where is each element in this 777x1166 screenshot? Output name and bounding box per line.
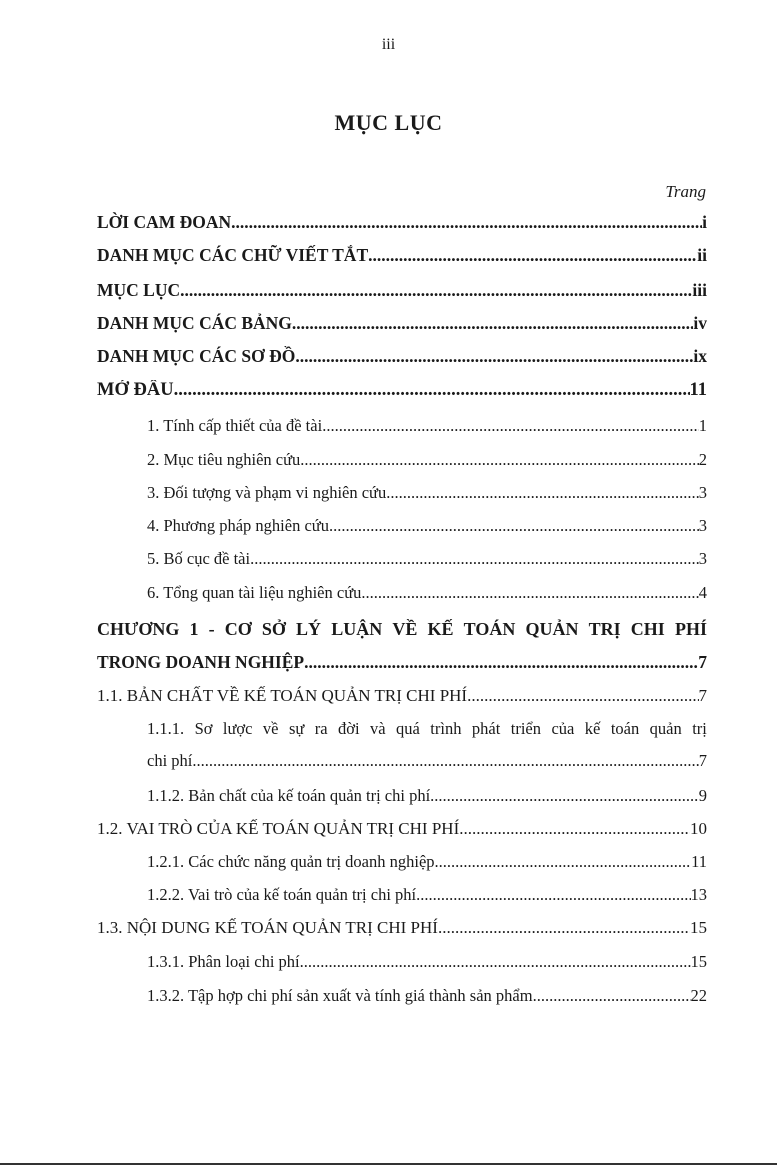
toc-entry-section[interactable] <box>97 819 707 839</box>
toc-entry-title: DANH MỤC CÁC CHỮ VIẾT TẮT <box>97 245 369 265</box>
toc-entry-page: 9 <box>698 786 707 805</box>
chapter-word: TOÁN <box>463 619 516 639</box>
toc-entry-page: ii <box>697 245 707 265</box>
dot-leader <box>304 652 698 673</box>
subsection-word: quá <box>396 719 420 738</box>
toc-entry-subsection-line-2[interactable] <box>147 751 707 771</box>
subsection-word: quản <box>649 719 682 738</box>
toc-entry-page: 4 <box>698 583 707 602</box>
dot-leader <box>430 786 699 806</box>
chapter-word: LÝ <box>296 619 322 639</box>
toc-entry-page: 7 <box>698 751 707 770</box>
toc-entry-title: 2. Mục tiêu nghiên cứu <box>147 450 301 469</box>
dot-leader <box>329 516 699 536</box>
dot-leader <box>250 549 699 569</box>
toc-entry-title: MỞ ĐẦU <box>97 380 174 400</box>
subsection-word: sự <box>288 719 305 738</box>
chapter-word: SỞ <box>261 619 286 639</box>
toc-entry-page: 3 <box>698 483 707 502</box>
toc-entry-page: 11 <box>691 852 707 871</box>
toc-entry-title: LỜI CAM ĐOAN <box>97 212 232 232</box>
toc-entry-title: 6. Tổng quan tài liệu nghiên cứu <box>147 583 362 602</box>
page-number: iii <box>381 36 396 53</box>
toc-entry-title: 1.2. VAI TRÒ CỦA KẾ TOÁN QUẢN TRỊ CHI PHÍ <box>97 819 460 838</box>
chapter-word: CƠ <box>224 619 252 639</box>
toc-entry-title: 1.2.1. Các chức năng quản trị doanh nghiệp <box>147 852 435 871</box>
toc-entry-title: 1.2.2. Vai trò của kế toán quản trị chi phí <box>147 885 417 904</box>
chapter-word: CHƯƠNG <box>97 619 180 639</box>
subsection-word: về <box>262 719 279 738</box>
subsection-word: lược <box>222 719 253 738</box>
chapter-word: - <box>208 619 215 639</box>
toc-entry-section[interactable] <box>97 686 707 706</box>
dot-leader <box>180 280 692 301</box>
page-bottom-rule <box>0 1163 777 1165</box>
chapter-word: CHI <box>630 619 665 639</box>
dot-leader <box>435 852 692 872</box>
toc-entry-intro[interactable] <box>147 583 707 603</box>
dot-leader <box>416 885 690 905</box>
toc-entry-intro[interactable] <box>147 549 707 569</box>
dot-leader <box>361 583 698 603</box>
toc-entry-subsection[interactable] <box>147 885 707 905</box>
toc-entry-page: 22 <box>690 986 707 1005</box>
toc-entry-page: 15 <box>690 952 707 971</box>
toc-entry-page: 13 <box>690 885 707 904</box>
toc-entry-intro[interactable] <box>147 516 707 536</box>
dot-leader <box>300 450 698 470</box>
toc-entry-page: 7 <box>698 686 707 705</box>
toc-entry-title: DANH MỤC CÁC SƠ ĐỒ <box>97 346 296 366</box>
subsection-word: của <box>551 719 575 738</box>
toc-entry-page: 15 <box>690 918 707 937</box>
toc-entry-subsection[interactable] <box>147 786 707 806</box>
chapter-word: TRỊ <box>588 619 621 639</box>
chapter-word: QUẢN <box>525 619 579 639</box>
dot-leader <box>467 686 698 706</box>
toc-entry-title: MỤC LỤC <box>97 280 181 300</box>
dot-leader <box>300 952 691 972</box>
toc-entry-title: chi phí <box>147 751 193 770</box>
toc-entry-title: 1.3. NỘI DUNG KẾ TOÁN QUẢN TRỊ CHI PHÍ <box>97 918 438 937</box>
toc-entry-page: 3 <box>698 549 707 568</box>
toc-entry-subsection-line-1[interactable] <box>147 719 707 739</box>
toc-entry-page: 10 <box>690 819 707 838</box>
toc-entry-subsection[interactable] <box>147 852 707 872</box>
subsection-word: đời <box>338 719 360 738</box>
subsection-word: trị <box>692 719 707 738</box>
chapter-word: LUẬN <box>331 619 383 639</box>
chapter-1-heading-line-2[interactable] <box>97 652 707 673</box>
chapter-word: KẾ <box>427 619 454 639</box>
toc-entry-title: 1.1.2. Bản chất của kế toán quản trị chi phí <box>147 786 431 805</box>
dot-leader <box>292 313 693 334</box>
subsection-word: kế <box>584 719 601 738</box>
toc-entry-front-matter[interactable] <box>97 380 707 401</box>
toc-entry-page: i <box>702 212 707 232</box>
toc-entry-page: 1 <box>698 416 707 435</box>
toc-entry-title: TRONG DOANH NGHIỆP <box>97 652 305 672</box>
toc-entry-title: 1.1. BẢN CHẤT VỀ KẾ TOÁN QUẢN TRỊ CHI PHÍ <box>97 686 468 705</box>
toc-entry-intro[interactable] <box>147 450 707 470</box>
toc-entry-section[interactable] <box>97 918 707 938</box>
toc-entry-front-matter[interactable] <box>97 245 707 266</box>
toc-entry-title: 5. Bố cục đề tài <box>147 549 251 568</box>
toc-entry-front-matter[interactable] <box>97 280 707 301</box>
subsection-word: toán <box>610 719 640 738</box>
toc-entry-title: 4. Phương pháp nghiên cứu <box>147 516 329 535</box>
toc-entry-front-matter[interactable] <box>97 313 707 334</box>
dot-leader <box>438 918 690 938</box>
toc-entry-title: 1. Tính cấp thiết của đề tài <box>147 416 323 435</box>
chapter-word: 1 <box>189 619 199 639</box>
dot-leader <box>295 346 693 367</box>
toc-entry-page: 11 <box>689 380 707 400</box>
toc-entry-page: iii <box>692 280 707 300</box>
toc-entry-intro[interactable] <box>147 483 707 503</box>
toc-entry-subsection[interactable] <box>147 986 707 1006</box>
dot-leader <box>533 986 691 1006</box>
dot-leader <box>322 416 699 436</box>
toc-entry-page: 7 <box>698 652 707 672</box>
subsection-word: 1.1.1. <box>147 719 185 738</box>
subsection-word: ra <box>314 719 328 738</box>
toc-entry-title: 1.3.2. Tập hợp chi phí sản xuất và tính giá thành sản phẩm <box>147 986 533 1005</box>
chapter-word: VỀ <box>392 619 418 639</box>
toc-entry-intro[interactable] <box>147 416 707 436</box>
subsection-word: trình <box>430 719 462 738</box>
toc-entry-front-matter[interactable] <box>97 346 707 367</box>
toc-entry-front-matter[interactable] <box>97 212 707 233</box>
dot-leader <box>459 819 690 839</box>
subsection-word: Sơ <box>194 719 213 738</box>
page-column-label: Trang <box>665 182 706 201</box>
toc-entry-subsection[interactable] <box>147 952 707 972</box>
dot-leader <box>174 380 690 401</box>
subsection-word: và <box>370 719 386 738</box>
toc-entry-page: iv <box>693 313 707 333</box>
toc-entry-page: 3 <box>698 516 707 535</box>
toc-entry-page: 2 <box>698 450 707 469</box>
page-title: MỤC LỤC <box>334 110 443 135</box>
dot-leader <box>231 212 702 233</box>
toc-entry-title: 3. Đối tượng và phạm vi nghiên cứu <box>147 483 387 502</box>
toc-entry-page: ix <box>693 346 707 366</box>
toc-entry-title: 1.3.1. Phân loại chi phí <box>147 952 300 971</box>
subsection-word: triển <box>510 719 542 738</box>
toc-entry-title: DANH MỤC CÁC BẢNG <box>97 313 292 333</box>
chapter-word: PHÍ <box>674 619 707 639</box>
subsection-word: phát <box>471 719 501 738</box>
chapter-1-heading-line-1[interactable] <box>97 619 707 640</box>
dot-leader <box>368 245 697 266</box>
dot-leader <box>386 483 699 503</box>
dot-leader <box>192 751 698 771</box>
